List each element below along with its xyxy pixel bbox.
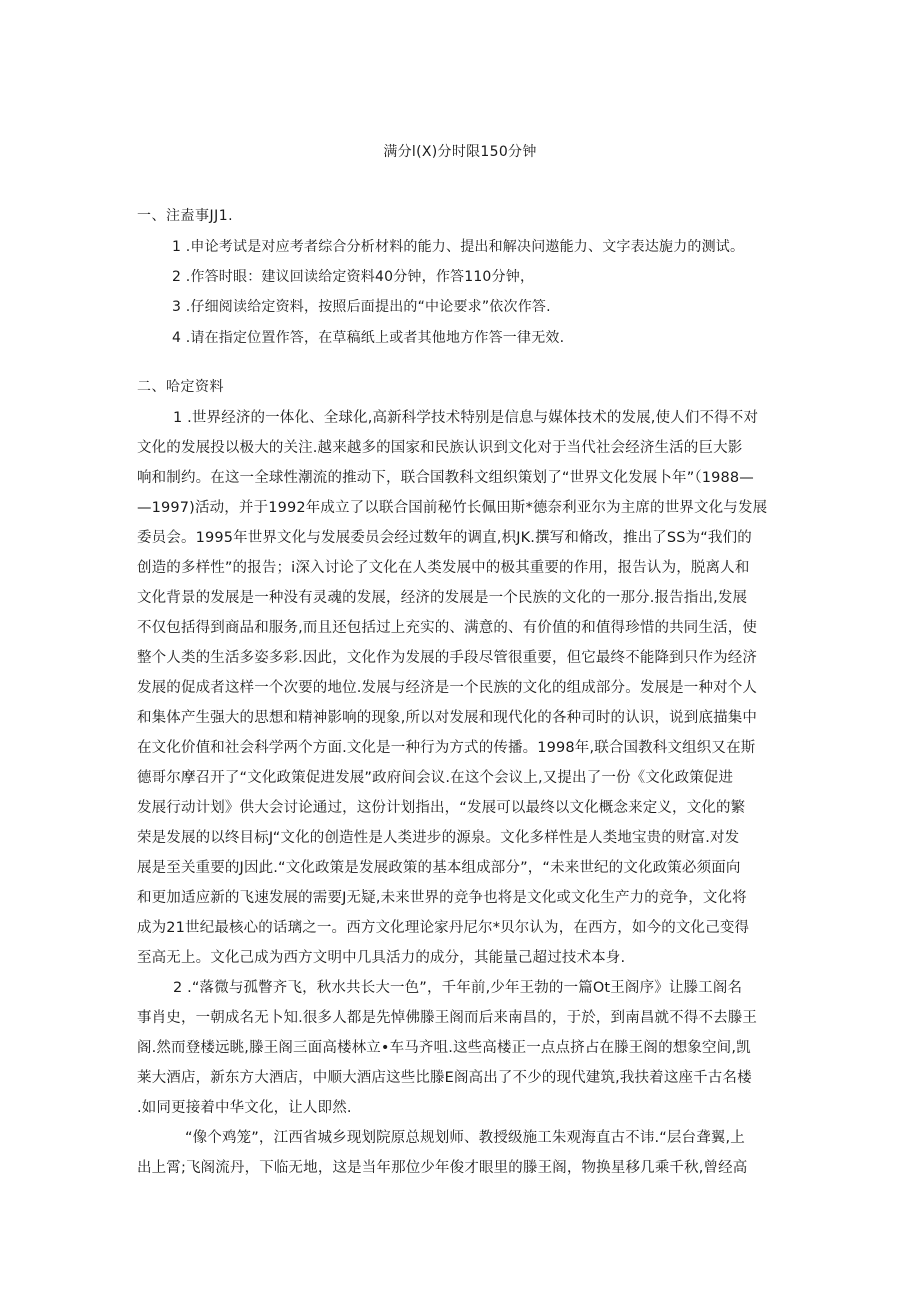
paragraph-line: 发展行动计划》供大会讨论通过，这份计划指出，“发展可以最终以文化概念来定义，文化的繁 — [137, 800, 746, 816]
note-item: 3 .仔细阅读给定资料，按照后面提出的“中论要求”依次作答. — [172, 299, 551, 315]
paragraph-line: 德哥尔摩召开了“文化政策促进发展”政府间会议.在这个会议上,又提出了一份《文化政策促进 — [137, 770, 734, 786]
paragraph-line: 响和制约。在这一全球性潮流的推动下，联合国教科文组织策划了“世界文化发展卜年”（1988— — [137, 470, 754, 486]
paragraph-line: 文化背景的发展是一种没有灵魂的发展，经济的发展是一个民族的文化的一那分.报告指出,发展 — [137, 590, 748, 606]
paragraph-line: 发展的促成者这样一个次要的地位.发展与经济是一个民族的文化的组成部分。发展是一种对个人 — [137, 680, 758, 696]
paragraph-line: 委员会。1995年世界文化与发展委员会经过数年的调直,枳JK.撰写和脩改，推出了SS为“我们的 — [137, 530, 752, 546]
paragraph-line: —1997)活动，并于1992年成立了以联合国前秘竹长佩田斯*德奈利亚尔为主席的世界文化与发展 — [137, 500, 768, 516]
note-item: 2 .作答时眼：建议回读给定资料40分钟，作答110分钟， — [172, 269, 535, 285]
paragraph-line: 文化的发展投以极大的关注.越来越多的国家和民族认识到文化对于当代社会经济生活的巨大影 — [137, 440, 743, 456]
paragraph-line: 和更加适应新的飞速发展的需要J无疑,未来世界的竞争也将是文化或文化生产力的竞争，文化将 — [137, 890, 747, 906]
note-item: 4 .请在指定位置作答，在草稿纸上或者其他地方作答一律无效. — [172, 330, 565, 346]
paragraph-line: 展是至关重要的J因此.“文化政策是发展政策的基本组成部分”，“未来世纪的文化政策必须面向 — [137, 860, 741, 876]
paragraph-line: 事肖史，一朝成名无卜知.很多人都是先悼佛滕王阁而后来南昌的，于於，到南昌就不得不去滕王 — [137, 1010, 758, 1026]
paragraph-line: 成为21世纪最核心的话璃之一。西方文化理论家丹尼尔*贝尔认为，在西方，如今的文化己变得 — [137, 920, 750, 936]
paragraph-line: 在文化价值和社会科学两个方面.文化是一种行为方式的传播。1998年,联合国教科文组织又在斯 — [137, 740, 756, 756]
paragraph-line: .如同更接着中华文化，让人即然. — [137, 1100, 352, 1116]
paragraph-line: 创造的多样性”的报告；i深入讨论了文化在人类发展中的极其重要的作用，报告认为，脱离人和 — [137, 560, 750, 576]
paragraph-line: 2 .“落微与孤瞥齐飞，秋水共长大一色”，千年前,少年王勃的一篇Ot王阁序》让滕工阁名 — [173, 980, 743, 996]
paragraph-line: 至高无上。文化己成为西方文明中几具活力的成分，其能量己超过技术本身. — [137, 950, 626, 966]
paragraph-line: 莱大酒店，新东方大酒店，中顺大酒店这些比滕E阁高出了不少的现代建筑,我扶着这座千古名楼 — [137, 1070, 752, 1086]
section-heading-notes: 一、注盍事JJ1. — [137, 208, 234, 224]
paragraph-line: 和集体产生强大的思想和精神影响的现象,所以对发展和现代化的各种司时的认识，说到底描集中 — [137, 710, 758, 726]
section-heading-materials: 二、哈定资料 — [137, 379, 224, 395]
note-item: 1 .申论考试是对应考者综合分析材料的能力、提出和解决问遨能力、文字表达旎力的测试。 — [172, 239, 745, 255]
paragraph-line: 整个人类的生活多姿多彩.因此，文化作为发展的手段尽管很重要，但它最终不能降到只作为经济 — [137, 650, 758, 666]
paragraph-line: “像个鸡笼”，江西省城乡现划院原总规划师、教授级施工朱观海直古不讳.“层台聋翼,上 — [185, 1130, 745, 1146]
paragraph-line: 不仅包括得到商品和服务,而且还包括过上充实的、满意的、有价值的和值得珍惜的共同生活，使 — [137, 620, 758, 636]
paragraph-line: 阁.然而登楼远眺,滕王阁三面高楼林立•车马齐咀.这些高楼正一点点挤占在滕王阁的想象空间,凯 — [137, 1040, 751, 1056]
paragraph-line: 荣是发展的以终目标J“文化的创造性是人类进步的源泉。文化多样性是人类地宝贵的财富.对发 — [137, 830, 740, 846]
paragraph-line: 1 .世界经济的一体化、全球化,高新科学技术特别是信息与媒体技术的发展,使人们不得不对 — [173, 410, 759, 426]
page-title: 满分l(X)分时限150分钟 — [383, 144, 537, 160]
paragraph-line: 出上霄;飞阁流丹，下临无地，这是当年那位少年俊才眼里的滕王阁，物换星移几乘千秋,曾经高 — [137, 1160, 748, 1176]
